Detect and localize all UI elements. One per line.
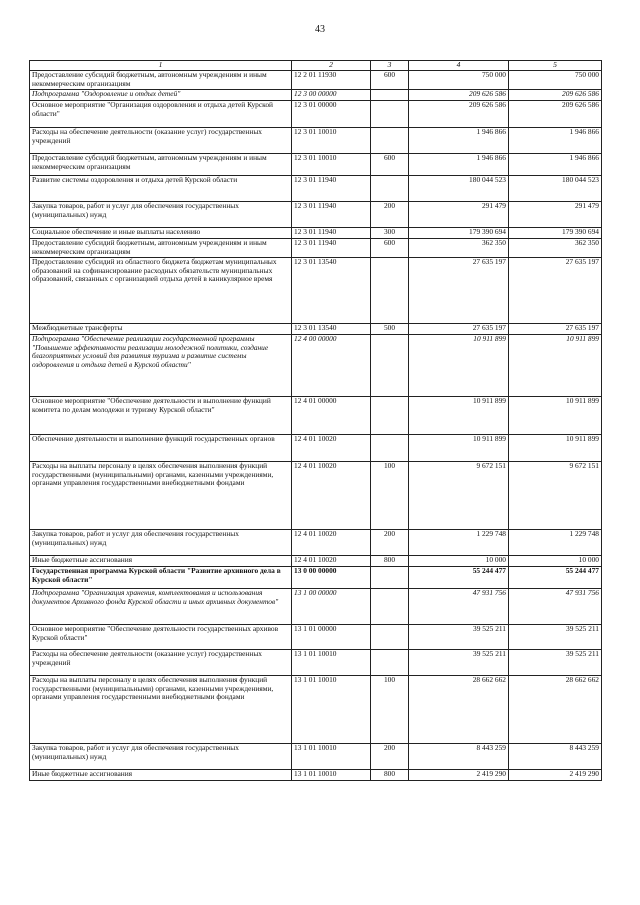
row-expense-type: [371, 90, 409, 101]
row-expense-type: [371, 435, 409, 462]
budget-table: [29, 60, 602, 781]
row-name: Иные бюджетные ассигнования: [30, 770, 292, 781]
row-expense-type: [371, 625, 409, 650]
table-row: [30, 625, 602, 650]
row-code: 12 3 01 11940: [292, 176, 371, 202]
table-row: [30, 462, 602, 530]
table-row: [30, 676, 602, 744]
row-amount-col4: 9 672 151: [409, 462, 509, 530]
table-row: [30, 397, 602, 435]
row-code: 12 3 00 00000: [292, 90, 371, 101]
row-code: 12 3 01 13540: [292, 258, 371, 324]
row-name: Подпрограмма "Оздоровление и отдых детей": [30, 90, 292, 101]
row-amount-col4: 1 946 866: [409, 128, 509, 154]
header-col-2: 2: [292, 61, 371, 71]
row-code: 12 4 01 10020: [292, 556, 371, 567]
row-amount-col5: 8 443 259: [509, 744, 602, 770]
row-amount-col5: 55 244 477: [509, 567, 602, 589]
row-amount-col4: 8 443 259: [409, 744, 509, 770]
row-amount-col4: 209 626 586: [409, 90, 509, 101]
row-amount-col5: 362 350: [509, 239, 602, 258]
row-code: 13 1 01 10010: [292, 650, 371, 676]
row-amount-col5: 1 229 748: [509, 530, 602, 556]
row-expense-type: 600: [371, 239, 409, 258]
row-name: Межбюджетные трансферты: [30, 324, 292, 335]
row-expense-type: 500: [371, 324, 409, 335]
row-amount-col5: 10 911 899: [509, 335, 602, 397]
row-code: 13 1 00 00000: [292, 589, 371, 625]
row-code: 13 1 01 10010: [292, 676, 371, 744]
row-code: 12 3 01 11940: [292, 228, 371, 239]
row-code: 12 3 01 11940: [292, 202, 371, 228]
row-name: Основное мероприятие "Обеспечение деятельности и выполнение функций комитета по делам молодежи и туризму Курской области": [30, 397, 292, 435]
row-expense-type: [371, 128, 409, 154]
row-code: 12 3 01 11940: [292, 239, 371, 258]
row-name: Предоставление субсидий из областного бюджета бюджетам муниципальных образований на софинансирование расходных обязательств муниципальных образований, связанных с организацией отдыха детей в каникулярное время: [30, 258, 292, 324]
row-amount-col5: 1 946 866: [509, 128, 602, 154]
table-row: [30, 530, 602, 556]
row-amount-col4: 2 419 290: [409, 770, 509, 781]
row-amount-col4: 47 931 756: [409, 589, 509, 625]
table-row: [30, 556, 602, 567]
row-expense-type: 200: [371, 530, 409, 556]
row-amount-col5: 27 635 197: [509, 324, 602, 335]
row-amount-col4: 55 244 477: [409, 567, 509, 589]
table-row: [30, 435, 602, 462]
row-name: Расходы на обеспечение деятельности (оказание услуг) государственных учреждений: [30, 650, 292, 676]
row-name: Развитие системы оздоровления и отдыха детей Курской области: [30, 176, 292, 202]
row-amount-col5: 291 479: [509, 202, 602, 228]
row-amount-col4: 10 911 899: [409, 397, 509, 435]
header-col-4: 4: [409, 61, 509, 71]
table-row: [30, 744, 602, 770]
row-name: Расходы на выплаты персоналу в целях обеспечения выполнения функций государственными (муниципальными) органами, казенными учреждениями, органами управления государственными внебюджетными фондами: [30, 676, 292, 744]
row-name: Социальное обеспечение и иные выплаты населению: [30, 228, 292, 239]
row-amount-col5: 10 911 899: [509, 435, 602, 462]
table-row: [30, 176, 602, 202]
row-code: 12 4 01 10020: [292, 530, 371, 556]
row-name: Подпрограмма "Обеспечение реализации государственной программы "Повышение эффективности реализации молодежной политики, создание благоприятных условий для развития туризма и развитие системы оздоровления и отдыха детей в Курской области": [30, 335, 292, 397]
row-code: 13 1 01 10010: [292, 744, 371, 770]
row-expense-type: 800: [371, 556, 409, 567]
row-name: Основное мероприятие "Организация оздоровления и отдыха детей Курской области": [30, 101, 292, 128]
table-row: [30, 202, 602, 228]
row-code: 13 1 01 10010: [292, 770, 371, 781]
row-name: Расходы на выплаты персоналу в целях обеспечения выполнения функций государственными (муниципальными) органами, казенными учреждениями, органами управления государственными внебюджетными фондами: [30, 462, 292, 530]
row-amount-col4: 10 911 899: [409, 435, 509, 462]
row-code: 12 3 01 10010: [292, 154, 371, 176]
row-amount-col4: 291 479: [409, 202, 509, 228]
row-expense-type: [371, 258, 409, 324]
table-row: [30, 650, 602, 676]
row-name: Предоставление субсидий бюджетным, автономным учреждениям и иным некоммерческим организациям: [30, 154, 292, 176]
header-col-1: 1: [30, 61, 292, 71]
row-code: 12 4 01 00000: [292, 397, 371, 435]
row-amount-col5: 209 626 586: [509, 90, 602, 101]
row-amount-col4: 750 000: [409, 71, 509, 90]
row-name: Предоставление субсидий бюджетным, автономным учреждениям и иным некоммерческим организациям: [30, 239, 292, 258]
table-row: [30, 324, 602, 335]
table-row: [30, 258, 602, 324]
row-amount-col5: 39 525 211: [509, 625, 602, 650]
row-amount-col4: 27 635 197: [409, 324, 509, 335]
row-expense-type: 600: [371, 154, 409, 176]
header-row: [30, 61, 602, 71]
row-expense-type: [371, 101, 409, 128]
row-code: 13 1 01 00000: [292, 625, 371, 650]
row-amount-col5: 10 911 899: [509, 397, 602, 435]
row-amount-col4: 209 626 586: [409, 101, 509, 128]
table-row: [30, 567, 602, 589]
table-row: [30, 770, 602, 781]
row-amount-col5: 2 419 290: [509, 770, 602, 781]
row-expense-type: 800: [371, 770, 409, 781]
table-row: [30, 101, 602, 128]
table-row: [30, 154, 602, 176]
table-row: [30, 128, 602, 154]
row-name: Подпрограмма "Организация хранения, комплектования и использования документов Архивного фонда Курской области и иных архивных документов": [30, 589, 292, 625]
table-row: [30, 239, 602, 258]
table-row: [30, 228, 602, 239]
row-name: Иные бюджетные ассигнования: [30, 556, 292, 567]
row-name: Закупка товаров, работ и услуг для обеспечения государственных (муниципальных) нужд: [30, 202, 292, 228]
row-expense-type: 200: [371, 202, 409, 228]
row-expense-type: [371, 335, 409, 397]
header-col-3: 3: [371, 61, 409, 71]
table-body: [30, 71, 602, 781]
row-expense-type: 100: [371, 676, 409, 744]
table-row: [30, 335, 602, 397]
row-amount-col5: 180 044 523: [509, 176, 602, 202]
row-name: Закупка товаров, работ и услуг для обеспечения государственных (муниципальных) нужд: [30, 530, 292, 556]
row-amount-col5: 47 931 756: [509, 589, 602, 625]
row-code: 12 4 01 10020: [292, 462, 371, 530]
row-code: 12 4 00 00000: [292, 335, 371, 397]
row-amount-col5: 9 672 151: [509, 462, 602, 530]
page-number: 43: [315, 24, 325, 35]
table-row: [30, 90, 602, 101]
row-name: Основное мероприятие "Обеспечение деятельности государственных архивов Курской области": [30, 625, 292, 650]
row-amount-col5: 209 626 586: [509, 101, 602, 128]
row-code: 12 3 01 10010: [292, 128, 371, 154]
row-expense-type: [371, 397, 409, 435]
row-expense-type: [371, 176, 409, 202]
row-amount-col4: 10 911 899: [409, 335, 509, 397]
row-name: Государственная программа Курской области "Развитие архивного дела в Курской области": [30, 567, 292, 589]
row-amount-col5: 27 635 197: [509, 258, 602, 324]
row-amount-col4: 39 525 211: [409, 650, 509, 676]
row-expense-type: 200: [371, 744, 409, 770]
row-amount-col5: 28 662 662: [509, 676, 602, 744]
row-code: 13 0 00 00000: [292, 567, 371, 589]
row-expense-type: [371, 650, 409, 676]
row-code: 12 3 01 00000: [292, 101, 371, 128]
row-amount-col4: 179 390 694: [409, 228, 509, 239]
row-amount-col5: 179 390 694: [509, 228, 602, 239]
table-row: [30, 589, 602, 625]
row-name: Закупка товаров, работ и услуг для обеспечения государственных (муниципальных) нужд: [30, 744, 292, 770]
row-expense-type: 100: [371, 462, 409, 530]
row-amount-col4: 10 000: [409, 556, 509, 567]
row-name: Обеспечение деятельности и выполнение функций государственных органов: [30, 435, 292, 462]
row-expense-type: [371, 589, 409, 625]
row-code: 12 4 01 10020: [292, 435, 371, 462]
row-amount-col4: 1 946 866: [409, 154, 509, 176]
row-amount-col5: 10 000: [509, 556, 602, 567]
row-amount-col5: 1 946 866: [509, 154, 602, 176]
row-amount-col4: 39 525 211: [409, 625, 509, 650]
row-name: Расходы на обеспечение деятельности (оказание услуг) государственных учреждений: [30, 128, 292, 154]
table-row: [30, 71, 602, 90]
header-col-5: 5: [509, 61, 602, 71]
row-amount-col4: 180 044 523: [409, 176, 509, 202]
row-expense-type: 600: [371, 71, 409, 90]
row-code: 12 2 01 11930: [292, 71, 371, 90]
row-amount-col4: 28 662 662: [409, 676, 509, 744]
row-amount-col5: 39 525 211: [509, 650, 602, 676]
row-expense-type: 300: [371, 228, 409, 239]
row-name: Предоставление субсидий бюджетным, автономным учреждениям и иным некоммерческим организациям: [30, 71, 292, 90]
row-amount-col4: 362 350: [409, 239, 509, 258]
row-expense-type: [371, 567, 409, 589]
row-amount-col4: 27 635 197: [409, 258, 509, 324]
row-amount-col4: 1 229 748: [409, 530, 509, 556]
row-code: 12 3 01 13540: [292, 324, 371, 335]
row-amount-col5: 750 000: [509, 71, 602, 90]
